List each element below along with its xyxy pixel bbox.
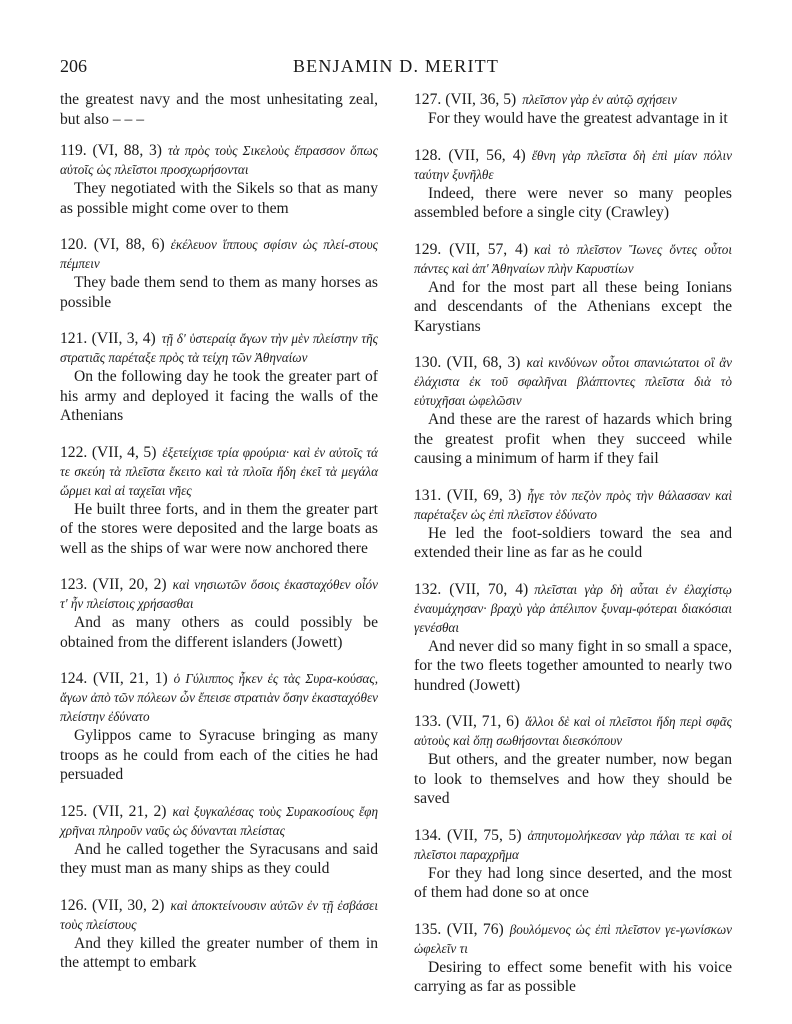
continued-text: the greatest navy and the most unhesitating zeal, but also – – – xyxy=(60,91,378,128)
english-translation: But others, and the greater number, now began to look to themselves and how they should be saved xyxy=(414,751,732,807)
english-translation: For they had long since deserted, and the most of them had done so at once xyxy=(414,864,732,901)
greek-passage xyxy=(414,90,732,109)
greek-passage xyxy=(414,712,732,750)
english-translation: Indeed, there were never so many peoples assembled before a single city (Crawley) xyxy=(414,184,732,221)
passage-reference: 132. (VII, 70, 4) xyxy=(414,580,529,598)
passage-reference: 122. (VII, 4, 5) xyxy=(60,443,157,461)
greek-text: καὶ ἀποκτείνουσιν αὐτῶν ἐν τῇ ἐσβάσει τοὺς πλείστους xyxy=(60,897,378,932)
greek-text: ἀπηυτομολήκεσαν γὰρ πάλαι τε καὶ οἱ πλεῖστοι παραχρῆμα xyxy=(414,827,732,862)
page-number: 206 xyxy=(60,56,87,76)
greek-text: καὶ τὸ πλεῖστον Ἴωνες ὄντες οὗτοι πάντες καὶ ἀπ' Ἀθηναίων πλὴν Καρυστίων xyxy=(414,241,732,276)
passage-reference: 134. (VII, 75, 5) xyxy=(414,826,522,844)
citation-entry xyxy=(60,669,378,785)
citation-entry xyxy=(414,90,732,129)
greek-text: πλεῖσται γὰρ δὴ αὗται ἐν ἐλαχίστῳ ἐναυμάχησαν· βραχὺ γὰρ ἀπέλιπον ξυναμ-φότεραι διακόσιαι γενέσθαι xyxy=(414,581,732,635)
passage-reference: 121. (VII, 3, 4) xyxy=(60,330,156,347)
english-translation: They negotiated with the Sikels so that as many as possible might come over to them xyxy=(60,180,378,217)
greek-passage xyxy=(60,802,378,840)
greek-passage xyxy=(60,669,378,726)
passage-reference: 129. (VII, 57, 4) xyxy=(414,240,529,258)
citation-entry xyxy=(414,146,732,223)
english-translation: On the following day he took the greater part of his army and deployed it facing the walls of the Athenians xyxy=(60,368,378,424)
greek-text: ἦγε τὸν πεζὸν πρὸς τὴν θάλασσαν καὶ παρέταξεν ὡς ἐπὶ πλεῖστον ἐδύνατο xyxy=(414,487,732,522)
greek-passage xyxy=(414,240,732,278)
english-translation: And as many others as could possibly be obtained from the different islanders (Jowett) xyxy=(60,614,378,651)
english-translation: And they killed the greater number of them in the attempt to embark xyxy=(60,934,378,971)
passage-reference: 123. (VII, 20, 2) xyxy=(60,576,167,593)
right-column xyxy=(414,90,732,1014)
greek-text: τῇ δ' ὑστεραίᾳ ἄγων τὴν μὲν πλείστην τῆς στρατιᾶς παρέταξε πρὸς τὰ τείχη τῶν Ἀθηναίων xyxy=(60,331,378,365)
greek-passage xyxy=(60,443,378,500)
english-translation: For they would have the greatest advantage in it xyxy=(428,110,728,127)
greek-text: ἐξετείχισε τρία φρούρια· καὶ ἐν αὐτοῖς τά τε σκεύη τὰ πλεῖστα ἔκειτο καὶ τὰ πλοῖα ἤδη ἐκεῖ τὰ μεγάλα ὥρμει καὶ αἱ ταχεῖαι νῆες xyxy=(60,444,378,498)
greek-passage xyxy=(60,896,378,934)
passage-reference: 119. (VI, 88, 3) xyxy=(60,142,162,159)
passage-reference: 124. (VII, 21, 1) xyxy=(60,670,168,687)
greek-passage xyxy=(60,141,378,179)
greek-passage xyxy=(414,486,732,524)
citation-entry xyxy=(60,235,378,312)
english-translation: Gylippos came to Syracuse bringing as many troops as he could from each of the cities he had persuaded xyxy=(60,727,378,783)
english-translation: And these are the rarest of hazards which bring the greatest profit when they succeed while causing a minimum of harm if they fail xyxy=(414,411,732,467)
passage-reference: 133. (VII, 71, 6) xyxy=(414,713,520,730)
greek-text: ἄλλοι δὲ καὶ οἱ πλεῖστοι ἤδη περὶ σφᾶς αὐτοὺς καὶ ὅπῃ σωθήσονται διεσκόπουν xyxy=(414,714,732,748)
citation-entry xyxy=(414,712,732,809)
citation-entry xyxy=(60,575,378,652)
greek-text: βουλόμενος ὡς ἐπὶ πλεῖστον γε-γωνίσκων ὠφελεῖν τι xyxy=(414,921,732,956)
greek-text: τὰ πρὸς τοὺς Σικελοὺς ἔπρασσον ὅπως αὐτοῖς ὡς πλεῖστοι προσχωρήσονται xyxy=(60,143,378,177)
greek-passage xyxy=(414,580,732,637)
greek-text: ἐκέλευον ἵππους σφίσιν ὡς πλεί-στους πέμπειν xyxy=(60,237,378,271)
citation-entry xyxy=(414,826,732,903)
citation-entry xyxy=(414,353,732,469)
greek-text: καὶ νησιωτῶν ὅσοις ἑκασταχόθεν οἷόν τ' ἦν πλείστοις χρήσασθαι xyxy=(60,577,378,611)
english-translation: He built three forts, and in them the greater part of the stores were deposited and the large boats as well as the ships of war were now anchored there xyxy=(60,500,378,557)
citation-entry xyxy=(414,486,732,563)
greek-passage xyxy=(60,575,378,613)
greek-text: ὁ Γύλιππος ἧκεν ἐς τὰς Συρα-κούσας, ἄγων ἀπὸ τῶν πόλεων ὧν ἔπεισε στρατιὰν ὅσην ἑκασταχόθεν πλείστην ἐδύνατο xyxy=(60,671,378,724)
citation-entry xyxy=(60,443,378,559)
english-translation: He led the foot-soldiers toward the sea and extended their line as far as he could xyxy=(414,524,732,561)
left-entry-list xyxy=(60,141,378,973)
greek-text: ἔθνη γὰρ πλεῖστα δὴ ἐπὶ μίαν πόλιν ταύτην ξυνῆλθε xyxy=(414,147,732,182)
greek-text: καὶ ξυγκαλέσας τοὺς Συρακοσίους ἔφη χρῆναι πληροῦν ναῦς ὡς δύνανται πλείστας xyxy=(60,803,378,838)
citation-entry xyxy=(60,329,378,426)
greek-passage xyxy=(414,920,732,958)
citation-entry xyxy=(414,920,732,997)
greek-passage xyxy=(60,235,378,273)
citation-entry xyxy=(414,580,732,696)
passage-reference: 130. (VII, 68, 3) xyxy=(414,354,521,371)
passage-reference: 131. (VII, 69, 3) xyxy=(414,486,522,504)
citation-entry xyxy=(60,141,378,218)
greek-passage xyxy=(414,826,732,864)
english-translation: And he called together the Syracusans and said they must man as many ships as they could xyxy=(60,840,378,877)
greek-passage xyxy=(414,146,732,184)
left-column xyxy=(60,90,378,990)
greek-text: καὶ κινδύνων οὗτοι σπανιώτατοι οἳ ἂν ἐλάχιστα ἐκ τοῦ σφαλῆναι βλάπτοντες πλεῖστα διὰ τὸ εὐτυχῆσαι ὠφελῶσιν xyxy=(414,355,732,408)
passage-reference: 128. (VII, 56, 4) xyxy=(414,146,526,164)
greek-passage xyxy=(60,329,378,367)
citation-entry xyxy=(60,802,378,879)
right-entry-list xyxy=(414,90,732,997)
page-header xyxy=(60,56,732,80)
citation-entry xyxy=(60,896,378,973)
english-translation: Desiring to effect some benefit with his voice carrying as far as possible xyxy=(414,958,732,995)
english-translation: And for the most part all these being Ionians and descendants of the Athenians except the Karystians xyxy=(414,278,732,335)
citation-entry xyxy=(414,240,732,337)
passage-reference: 126. (VII, 30, 2) xyxy=(60,896,165,914)
running-head: BENJAMIN D. MERITT xyxy=(292,56,500,76)
greek-passage xyxy=(414,353,732,410)
english-translation: And never did so many fight in so small a space, for the two fleets together amounted to nearly two hundred (Jowett) xyxy=(414,637,732,694)
english-translation: They bade them send to them as many horses as possible xyxy=(60,274,378,311)
greek-text: πλεῖστον γὰρ ἐν αὐτῷ σχήσειν xyxy=(522,92,677,107)
passage-reference: 127. (VII, 36, 5) xyxy=(414,91,517,108)
passage-reference: 125. (VII, 21, 2) xyxy=(60,802,167,820)
passage-reference: 135. (VII, 76) xyxy=(414,920,504,938)
passage-reference: 120. (VI, 88, 6) xyxy=(60,236,165,253)
